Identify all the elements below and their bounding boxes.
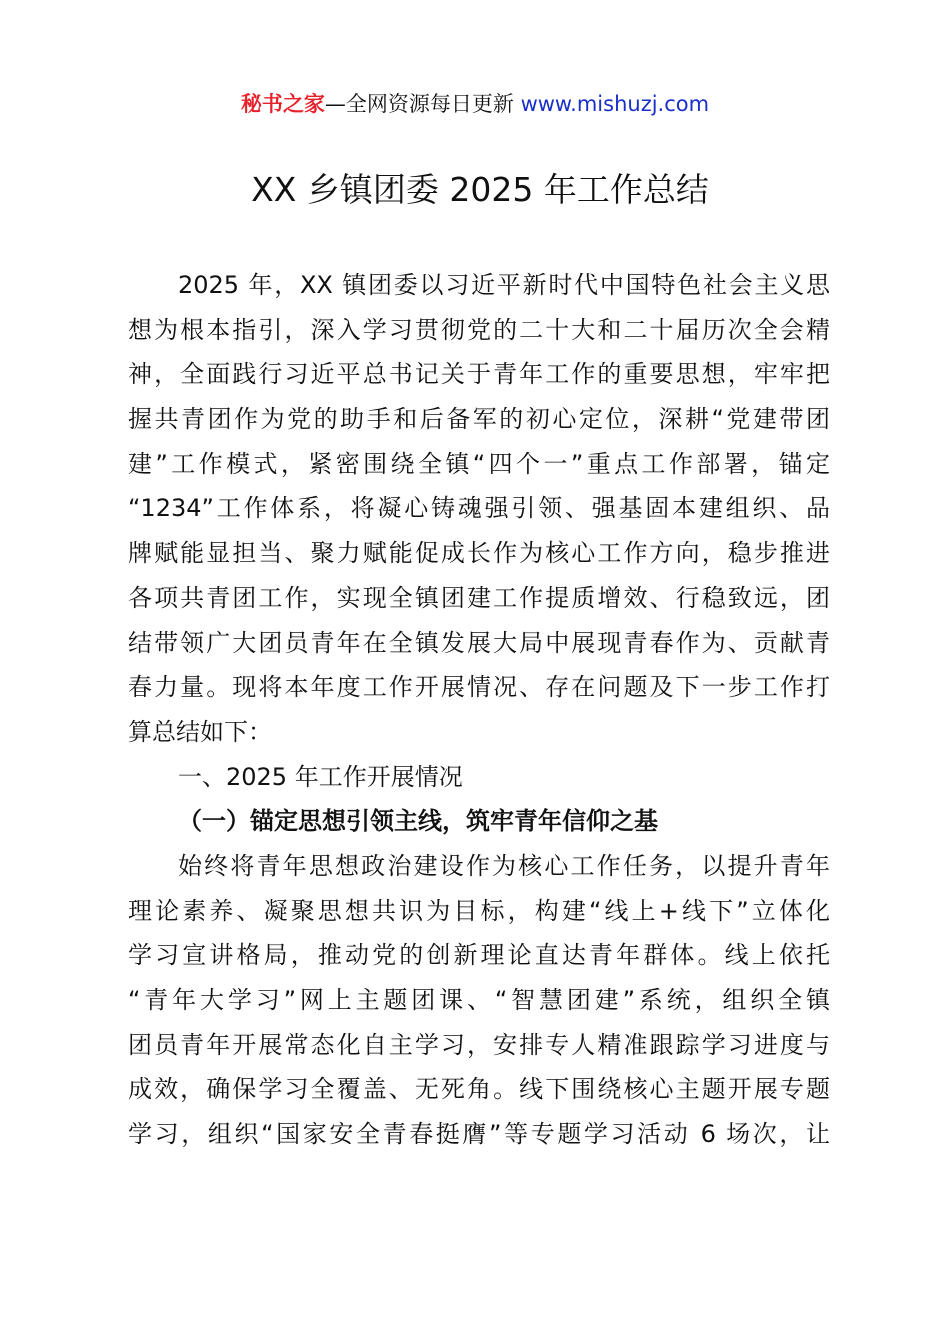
paragraph-line: 理论素养、凝聚思想共识为目标，构建“线上+线下”立体化 bbox=[128, 896, 830, 925]
paragraph-line: 2025 年，XX 镇团委以习近平新时代中国特色社会主义思 bbox=[178, 271, 830, 299]
paragraph-line: 春力量。现将本年度工作开展情况、存在问题及下一步工作打 bbox=[128, 673, 830, 702]
site-header bbox=[0, 88, 950, 120]
paragraph-line: “青年大学习”网上主题团课、“智慧团建”系统，组织全镇 bbox=[128, 986, 830, 1014]
paragraph-line: 各项共青团工作，实现全镇团建工作提质增效、行稳致远，团 bbox=[128, 583, 830, 612]
paragraph-line: 学习，组织“国家安全青春挺膺”等专题学习活动 6 场次，让 bbox=[128, 1120, 830, 1149]
paragraph-line: 结带领广大团员青年在全镇发展大局中展现青春作为、贡献青 bbox=[128, 628, 830, 657]
paragraph-line: “1234”工作体系，将凝心铸魂强引领、强基固本建组织、品 bbox=[128, 494, 830, 523]
document-title: XX 乡镇团委 2025 年工作总结 bbox=[251, 170, 709, 209]
paragraph-line: 想为根本指引，深入学习贯彻党的二十大和二十届历次全会精 bbox=[128, 315, 830, 344]
header-tagline: —全网资源每日更新 bbox=[324, 92, 521, 116]
paragraph-line: 握共青团作为党的助手和后备军的初心定位，深耕“党建带团 bbox=[128, 405, 830, 434]
paragraph-line: 成效，确保学习全覆盖、无死角。线下围绕核心主题开展专题 bbox=[128, 1075, 830, 1104]
paragraph-line: 牌赋能显担当、聚力赋能促成长作为核心工作方向，稳步推进 bbox=[128, 539, 830, 568]
site-url-link[interactable]: www.mishuzj.com bbox=[520, 92, 710, 116]
paragraph-line: 神，全面践行习近平总书记关于青年工作的重要思想，牢牢把 bbox=[128, 360, 830, 389]
paragraph-line: 学习宣讲格局，推动党的创新理论直达青年群体。线上依托 bbox=[128, 941, 830, 970]
document-body bbox=[128, 263, 830, 1157]
section-subheading: （一）锚定思想引领主线，筑牢青年信仰之基 bbox=[178, 807, 658, 836]
paragraph-line: 始终将青年思想政治建设作为核心工作任务，以提升青年 bbox=[178, 851, 830, 880]
paragraph-line: 算总结如下： bbox=[128, 717, 272, 746]
paragraph-line: 建”工作模式，紧密围绕全镇“四个一”重点工作部署，锚定 bbox=[128, 449, 830, 478]
section-heading: 一、2025 年工作开展情况 bbox=[178, 762, 463, 791]
brand-name: 秘书之家 bbox=[240, 92, 325, 116]
paragraph-line: 团员青年开展常态化自主学习，安排专人精准跟踪学习进度与 bbox=[128, 1030, 830, 1059]
